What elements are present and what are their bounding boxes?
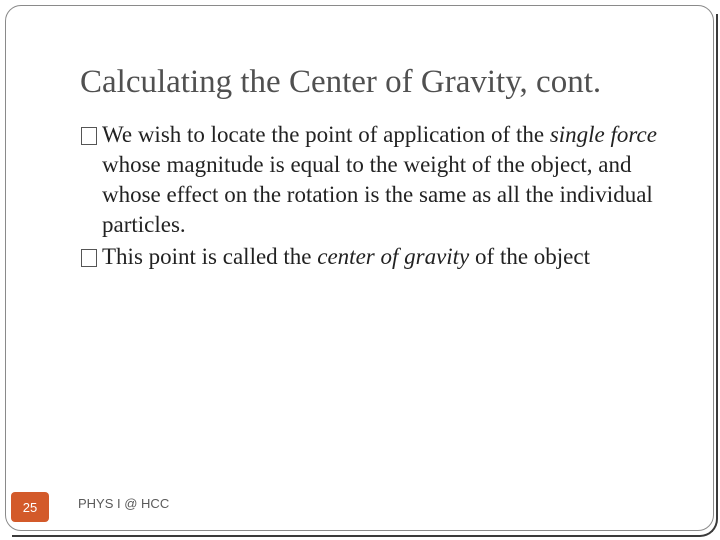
bullet-text-plain: whose magnitude is equal to the weight of the object, and whose effect on the rotation is the same as all the individual particles.: [102, 152, 653, 237]
bullet-text-plain: We wish to locate the point of application of the: [102, 122, 550, 147]
bullet-text-plain: This point is called the: [102, 244, 318, 269]
bullet-item: [80, 120, 690, 240]
bullet-text-emphasis: single force: [549, 122, 657, 147]
square-bullet-icon: [81, 127, 97, 145]
page-number-badge: 25: [11, 492, 49, 522]
bullet-text-plain: of the object: [469, 244, 590, 269]
bullet-text-emphasis: center of gravity: [317, 244, 470, 269]
slide-footer: PHYS I @ HCC: [78, 496, 170, 511]
slide-body: [80, 120, 690, 274]
bullet-item: [80, 242, 690, 272]
slide-title: Calculating the Center of Gravity, cont.: [80, 64, 602, 100]
square-bullet-icon: [81, 249, 97, 267]
